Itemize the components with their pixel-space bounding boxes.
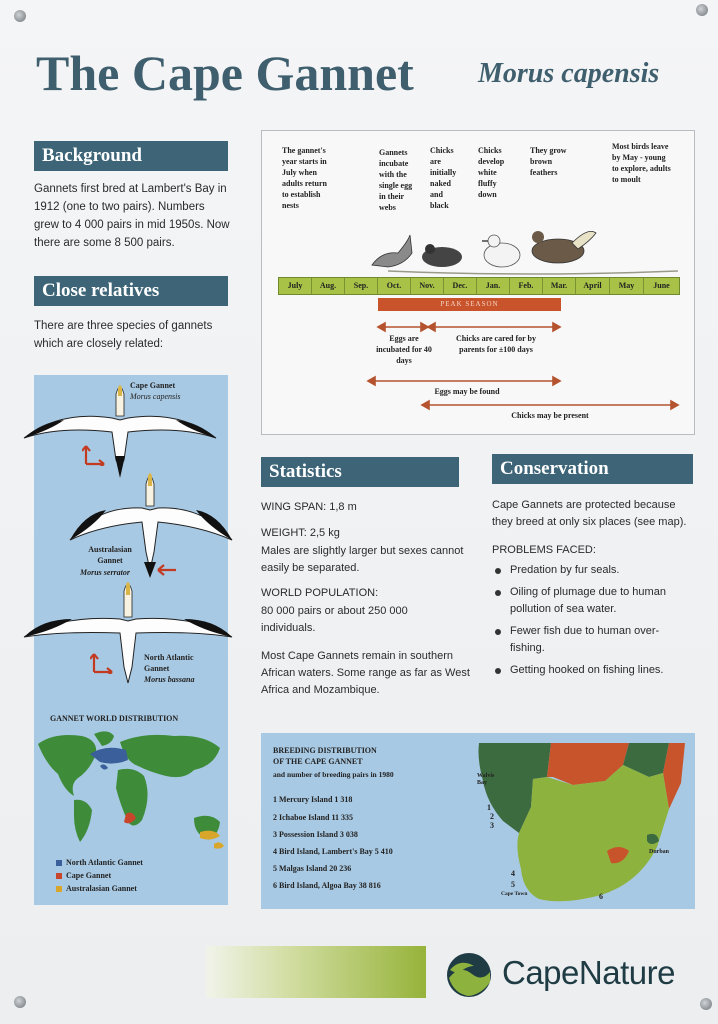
wing-span: WING SPAN: 1,8 m: [261, 501, 357, 513]
map-marker-1: 1: [487, 803, 491, 812]
breeding-title-line3: and number of breeding pairs in 1980: [273, 770, 394, 779]
southern-africa-map: [473, 743, 693, 905]
cape-gannet-illustration: [20, 370, 220, 480]
eggs-incubated-label: Eggs are incubated for 40 days: [376, 334, 432, 365]
month-label: Dec.: [444, 278, 477, 294]
month-label: July: [279, 278, 312, 294]
chick-stages-illustration: [368, 227, 688, 277]
map-marker-6: 6: [599, 892, 603, 901]
peak-season-bar: PEAK SEASON: [378, 298, 561, 311]
australasian-latin: Morus serrator: [79, 568, 130, 577]
breeding-distribution-panel: [261, 733, 695, 909]
breeding-site: 5 Malgas Island 20 236: [273, 864, 352, 873]
timeline-note: The gannet's year starts in July when adults return to establish nests: [282, 146, 327, 210]
legend-north-atlantic: [56, 858, 143, 867]
month-label: June: [653, 281, 670, 290]
capenature-logo-text: CapeNature: [502, 954, 675, 991]
chicks-cared-label: Chicks are cared for by parents for ±100 days: [456, 334, 536, 354]
month-label: Nov.: [411, 278, 444, 294]
month-label: Jan.: [477, 278, 510, 294]
month-bar: [278, 277, 680, 295]
walvis-bay-label: Walvis Bay: [477, 773, 495, 786]
month-label: Feb.: [510, 278, 543, 294]
month-label: Sep.: [345, 278, 378, 294]
conservation-text: Cape Gannets are protected because they breed at only six places (see map).: [492, 499, 687, 528]
breeding-site: 4 Bird Island, Lambert's Bay 5 410: [273, 847, 393, 856]
australasian-label-line2: Gannet: [97, 556, 123, 565]
eggs-found-label: Eggs may be found: [434, 387, 500, 396]
cape-gannet-label: Cape Gannet: [130, 381, 176, 390]
breeding-timeline: [261, 130, 695, 435]
population-value: 80 000 pairs or about 250 000 individuals.: [261, 605, 408, 634]
breeding-title-line2: OF THE CAPE GANNET: [273, 757, 363, 766]
legend-australasian: [56, 884, 137, 893]
problems-label: PROBLEMS FACED:: [492, 544, 596, 556]
range-text: Most Cape Gannets remain in southern African waters. Some range as far as West Africa and Mozambique.: [261, 650, 470, 696]
map-marker-3: 3: [490, 821, 494, 830]
timeline-note: Most birds leave by May - young to explore, adults to moult: [612, 142, 671, 184]
weight: WEIGHT: 2,5 kg: [261, 527, 340, 539]
map-marker-4: 4: [511, 869, 515, 878]
timeline-note: Gannets incubate with the single egg in their webs: [379, 148, 413, 212]
legend-swatch: [56, 873, 62, 879]
timeline-arrows: [262, 315, 694, 415]
world-map: [34, 726, 228, 854]
relatives-text: There are three species of gannets which are closely related:: [34, 320, 213, 350]
legend-cape: [56, 871, 111, 880]
north-atlantic-label-line1: North Atlantic: [144, 653, 194, 662]
legend-label: Cape Gannet: [66, 871, 112, 880]
north-atlantic-gannet-illustration: [22, 575, 234, 685]
conservation-heading: Conservation: [492, 454, 693, 484]
timeline-note: Chicks develop white fluffy down: [478, 146, 505, 199]
cape-town-label: Cape Town: [501, 891, 528, 897]
month-label: May: [610, 278, 644, 294]
relatives-heading: Close relatives: [34, 276, 228, 306]
background-text: Gannets first bred at Lambert's Bay in 1912 (one to two pairs). Numbers grew to 4 000 pairs in mid 1950s. Now there are some 8 500 pairs.: [34, 183, 230, 249]
breeding-site: 6 Bird Island, Algoa Bay 38 816: [273, 881, 381, 890]
map-marker-5: 5: [511, 880, 515, 889]
north-atlantic-label-line2: Gannet: [144, 664, 170, 673]
screw-icon: [700, 998, 712, 1010]
legend-label: Australasian Gannet: [66, 884, 137, 893]
problems-list: [492, 562, 692, 684]
page-title: The Cape Gannet: [36, 45, 414, 101]
legend-swatch: [56, 860, 62, 866]
map-marker-2: 2: [490, 812, 494, 821]
chicks-present-label: Chicks may be present: [511, 411, 589, 420]
list-item: Getting hooked on fishing lines.: [492, 662, 692, 679]
red-arrow-icon: [82, 440, 106, 466]
screw-icon: [14, 10, 26, 22]
legend-label: North Atlantic Gannet: [66, 858, 143, 867]
screw-icon: [14, 996, 26, 1008]
legend-swatch: [56, 886, 62, 892]
statistics-heading: Statistics: [261, 457, 459, 487]
month-label: Aug.: [312, 278, 345, 294]
north-atlantic-latin: Morus bassana: [144, 675, 195, 684]
breeding-site: 2 Ichaboe Island 11 335: [273, 813, 354, 822]
month-label: April: [576, 278, 610, 294]
cape-gannet-latin: Morus capensis: [130, 392, 181, 401]
breeding-site: 1 Mercury Island 1 318: [273, 795, 353, 804]
capenature-logo-icon: [446, 952, 492, 998]
timeline-note: Chicks are initially naked and black: [430, 146, 457, 210]
list-item: Oiling of plumage due to human pollution of sea water.: [492, 584, 692, 618]
footer-green-strip: [206, 946, 426, 998]
population-label: WORLD POPULATION:: [261, 587, 379, 599]
red-arrow-icon: [90, 648, 114, 674]
weight-note: Males are slightly larger but sexes cannot easily be separated.: [261, 545, 464, 574]
page-subtitle: Morus capensis: [478, 58, 660, 89]
background-heading: Background: [34, 141, 228, 171]
list-item: Fewer fish due to human over-fishing.: [492, 623, 692, 657]
month-label: Mar.: [543, 278, 576, 294]
month-label: Oct.: [378, 278, 411, 294]
durban-label: Durban: [649, 849, 670, 855]
breeding-site: 3 Possession Island 3 038: [273, 830, 358, 839]
breeding-title-line1: BREEDING DISTRIBUTION: [273, 746, 377, 755]
australasian-label-line1: Australasian: [88, 545, 132, 554]
list-item: Predation by fur seals.: [492, 562, 692, 579]
world-map-heading: GANNET WORLD DISTRIBUTION: [50, 714, 179, 723]
screw-icon: [696, 4, 708, 16]
timeline-note: They grow brown feathers: [530, 146, 567, 177]
